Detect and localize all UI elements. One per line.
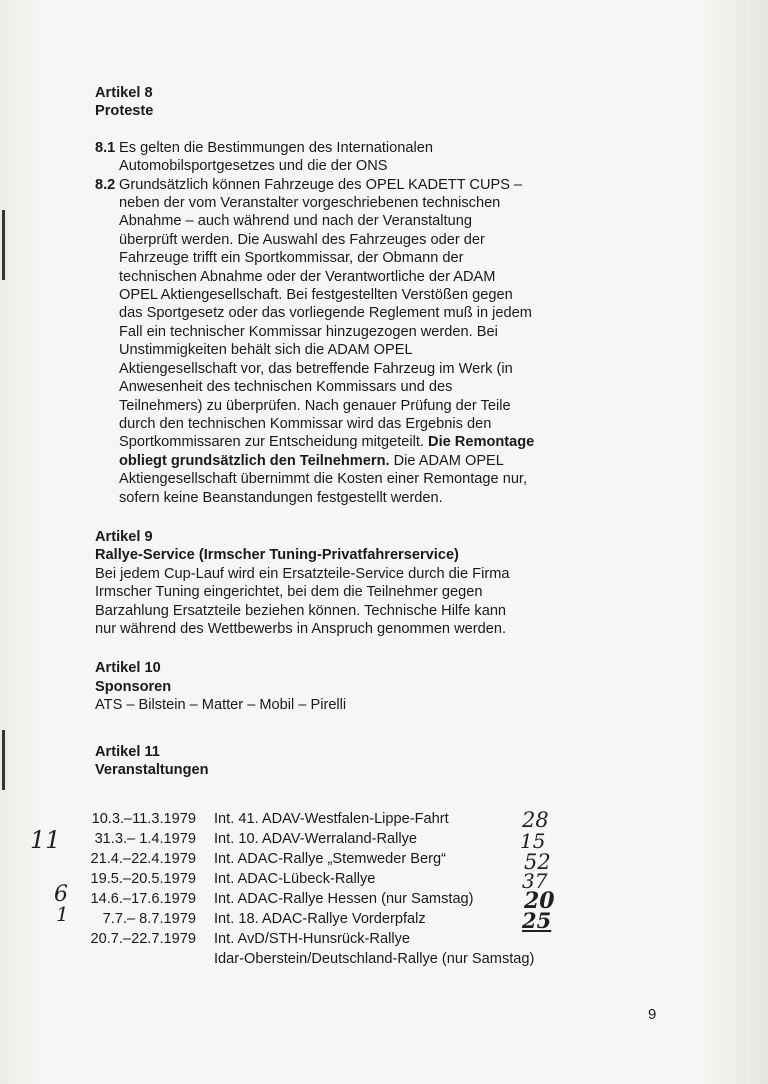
margin-note: 1 bbox=[56, 902, 69, 926]
bold-text: Die Remontage bbox=[428, 434, 535, 451]
article-9-heading: Artikel 9 bbox=[95, 528, 153, 545]
text-span: Sportkommissaren zur Entscheidung mitgeteilt. bbox=[119, 434, 429, 451]
handwritten-note: 20 bbox=[524, 888, 555, 914]
table-row bbox=[60, 829, 534, 849]
event-name: Int. 10. ADAV-Werraland-Rallye bbox=[214, 831, 418, 847]
event-date: 10.3.–11.3.1979 bbox=[91, 811, 196, 827]
table-row bbox=[60, 869, 534, 889]
handwritten-note: 52 bbox=[524, 850, 551, 874]
event-name: Int. ADAC-Rallye Hessen (nur Samstag) bbox=[214, 891, 474, 907]
article-10-title: Sponsoren bbox=[95, 678, 172, 695]
page-content bbox=[95, 84, 625, 779]
table-row bbox=[60, 809, 534, 829]
text-line: Unstimmigkeiten behält sich die ADAM OPEL bbox=[119, 342, 413, 359]
clause-8-2 bbox=[95, 176, 625, 507]
text-line: Fahrzeuge trifft ein Sportkommissar, der Obmann der bbox=[119, 250, 464, 267]
handwritten-note: 28 bbox=[522, 808, 549, 832]
text-line: das Sportgesetz oder das vorliegende Reglement muß in jedem bbox=[119, 305, 532, 322]
event-date: 19.5.–20.5.1979 bbox=[90, 871, 196, 887]
event-name: Int. AvD/STH-Hunsrück-Rallye bbox=[214, 931, 410, 947]
text-span: Die ADAM OPEL bbox=[389, 452, 504, 469]
text-line: OPEL Aktiengesellschaft. Bei festgestellten Verstößen gegen bbox=[119, 287, 513, 304]
article-10-heading: Artikel 10 bbox=[95, 660, 161, 677]
text-line: Automobilsportgesetzes und die der ONS bbox=[119, 158, 388, 175]
handwritten-note: 15 bbox=[520, 829, 546, 853]
text-line bbox=[119, 433, 625, 451]
sponsor-list: ATS – Bilstein – Matter – Mobil – Pirelli bbox=[95, 697, 347, 714]
article-11-title: Veranstaltungen bbox=[95, 762, 209, 778]
article-11-heading: Artikel 11 bbox=[95, 743, 160, 760]
article-8-title: Proteste bbox=[95, 103, 154, 120]
text-line: Es gelten die Bestimmungen des Internationalen bbox=[119, 139, 433, 156]
text-line: Irmscher Tuning eingerichtet, bei dem die Teilnehmer gegen bbox=[95, 584, 483, 601]
event-name: Int. ADAC-Lübeck-Rallye bbox=[214, 871, 376, 887]
event-name: Int. 18. ADAC-Rallye Vorderpfalz bbox=[214, 911, 426, 927]
article-8-heading: Artikel 8 bbox=[95, 85, 153, 101]
event-date: 21.4.–22.4.1979 bbox=[90, 851, 196, 867]
event-date: 20.7.–22.7.1979 bbox=[90, 931, 196, 947]
text-line bbox=[119, 452, 625, 470]
text-line: Grundsätzlich können Fahrzeuge des OPEL KADETT CUPS – bbox=[119, 176, 523, 193]
text-line: überprüft werden. Die Auswahl des Fahrzeuges oder der bbox=[119, 231, 485, 248]
table-row bbox=[60, 929, 534, 949]
table-row bbox=[60, 909, 534, 929]
text-line: Teilnehmers) zu überprüfen. Nach genauer Prüfung der Teile bbox=[119, 397, 511, 414]
event-date: 7.7.– 8.7.1979 bbox=[102, 911, 196, 927]
text-line: Fall ein technischer Kommissar hinzugezogen werden. Bei bbox=[119, 323, 498, 340]
event-name-continued: Idar-Oberstein/Deutschland-Rallye (nur Samstag) bbox=[214, 951, 535, 967]
events-table bbox=[60, 809, 534, 969]
clause-number: 8.1 bbox=[95, 139, 116, 156]
article-9-title: Rallye-Service (Irmscher Tuning-Privatfahrerservice) bbox=[95, 547, 459, 564]
text-line: Abnahme – auch während und nach der Veranstaltung bbox=[119, 213, 472, 230]
page-number: 9 bbox=[648, 1006, 657, 1023]
text-line: Anwesenheit des technischen Kommissars und des bbox=[119, 379, 453, 396]
text-line: sofern keine Beanstandungen festgestellt werden. bbox=[119, 489, 443, 506]
event-name: Int. 41. ADAV-Westfalen-Lippe-Fahrt bbox=[214, 811, 449, 827]
text-line: neben der vom Veranstalter vorgeschriebenen technischen bbox=[119, 195, 501, 212]
text-line: durch den technischen Kommissar wird das Ergebnis den bbox=[119, 415, 492, 432]
text-line: nur während des Wettbewerbs in Anspruch genommen werden. bbox=[95, 620, 507, 637]
table-row bbox=[60, 849, 534, 869]
margin-note: 6 bbox=[54, 882, 68, 907]
handwritten-note: 25 bbox=[522, 908, 552, 933]
margin-note: 11 bbox=[30, 826, 61, 854]
text-line: Bei jedem Cup-Lauf wird ein Ersatzteile-Service durch die Firma bbox=[95, 565, 510, 582]
text-line: technischen Abnahme oder der Verantwortliche der ADAM bbox=[119, 268, 496, 285]
table-row bbox=[60, 889, 534, 909]
event-date: 14.6.–17.6.1979 bbox=[90, 891, 196, 907]
clause-8-1 bbox=[95, 139, 625, 176]
handwritten-note: 37 bbox=[522, 869, 548, 893]
bold-text: obliegt grundsätzlich den Teilnehmern. bbox=[119, 452, 390, 469]
event-name: Int. ADAC-Rallye „Stemweder Berg“ bbox=[214, 851, 446, 867]
text-line: Barzahlung Ersatzteile beziehen können. Technische Hilfe kann bbox=[95, 602, 507, 619]
clause-number: 8.2 bbox=[95, 176, 116, 193]
text-line: Aktiengesellschaft übernimmt die Kosten einer Remontage nur, bbox=[119, 471, 528, 488]
text-line: Aktiengesellschaft vor, das betreffende Fahrzeug im Werk (in bbox=[119, 360, 513, 377]
event-date: 31.3.– 1.4.1979 bbox=[94, 831, 196, 847]
binding-mark bbox=[2, 210, 5, 280]
binding-mark bbox=[2, 730, 5, 790]
table-row bbox=[60, 949, 534, 969]
